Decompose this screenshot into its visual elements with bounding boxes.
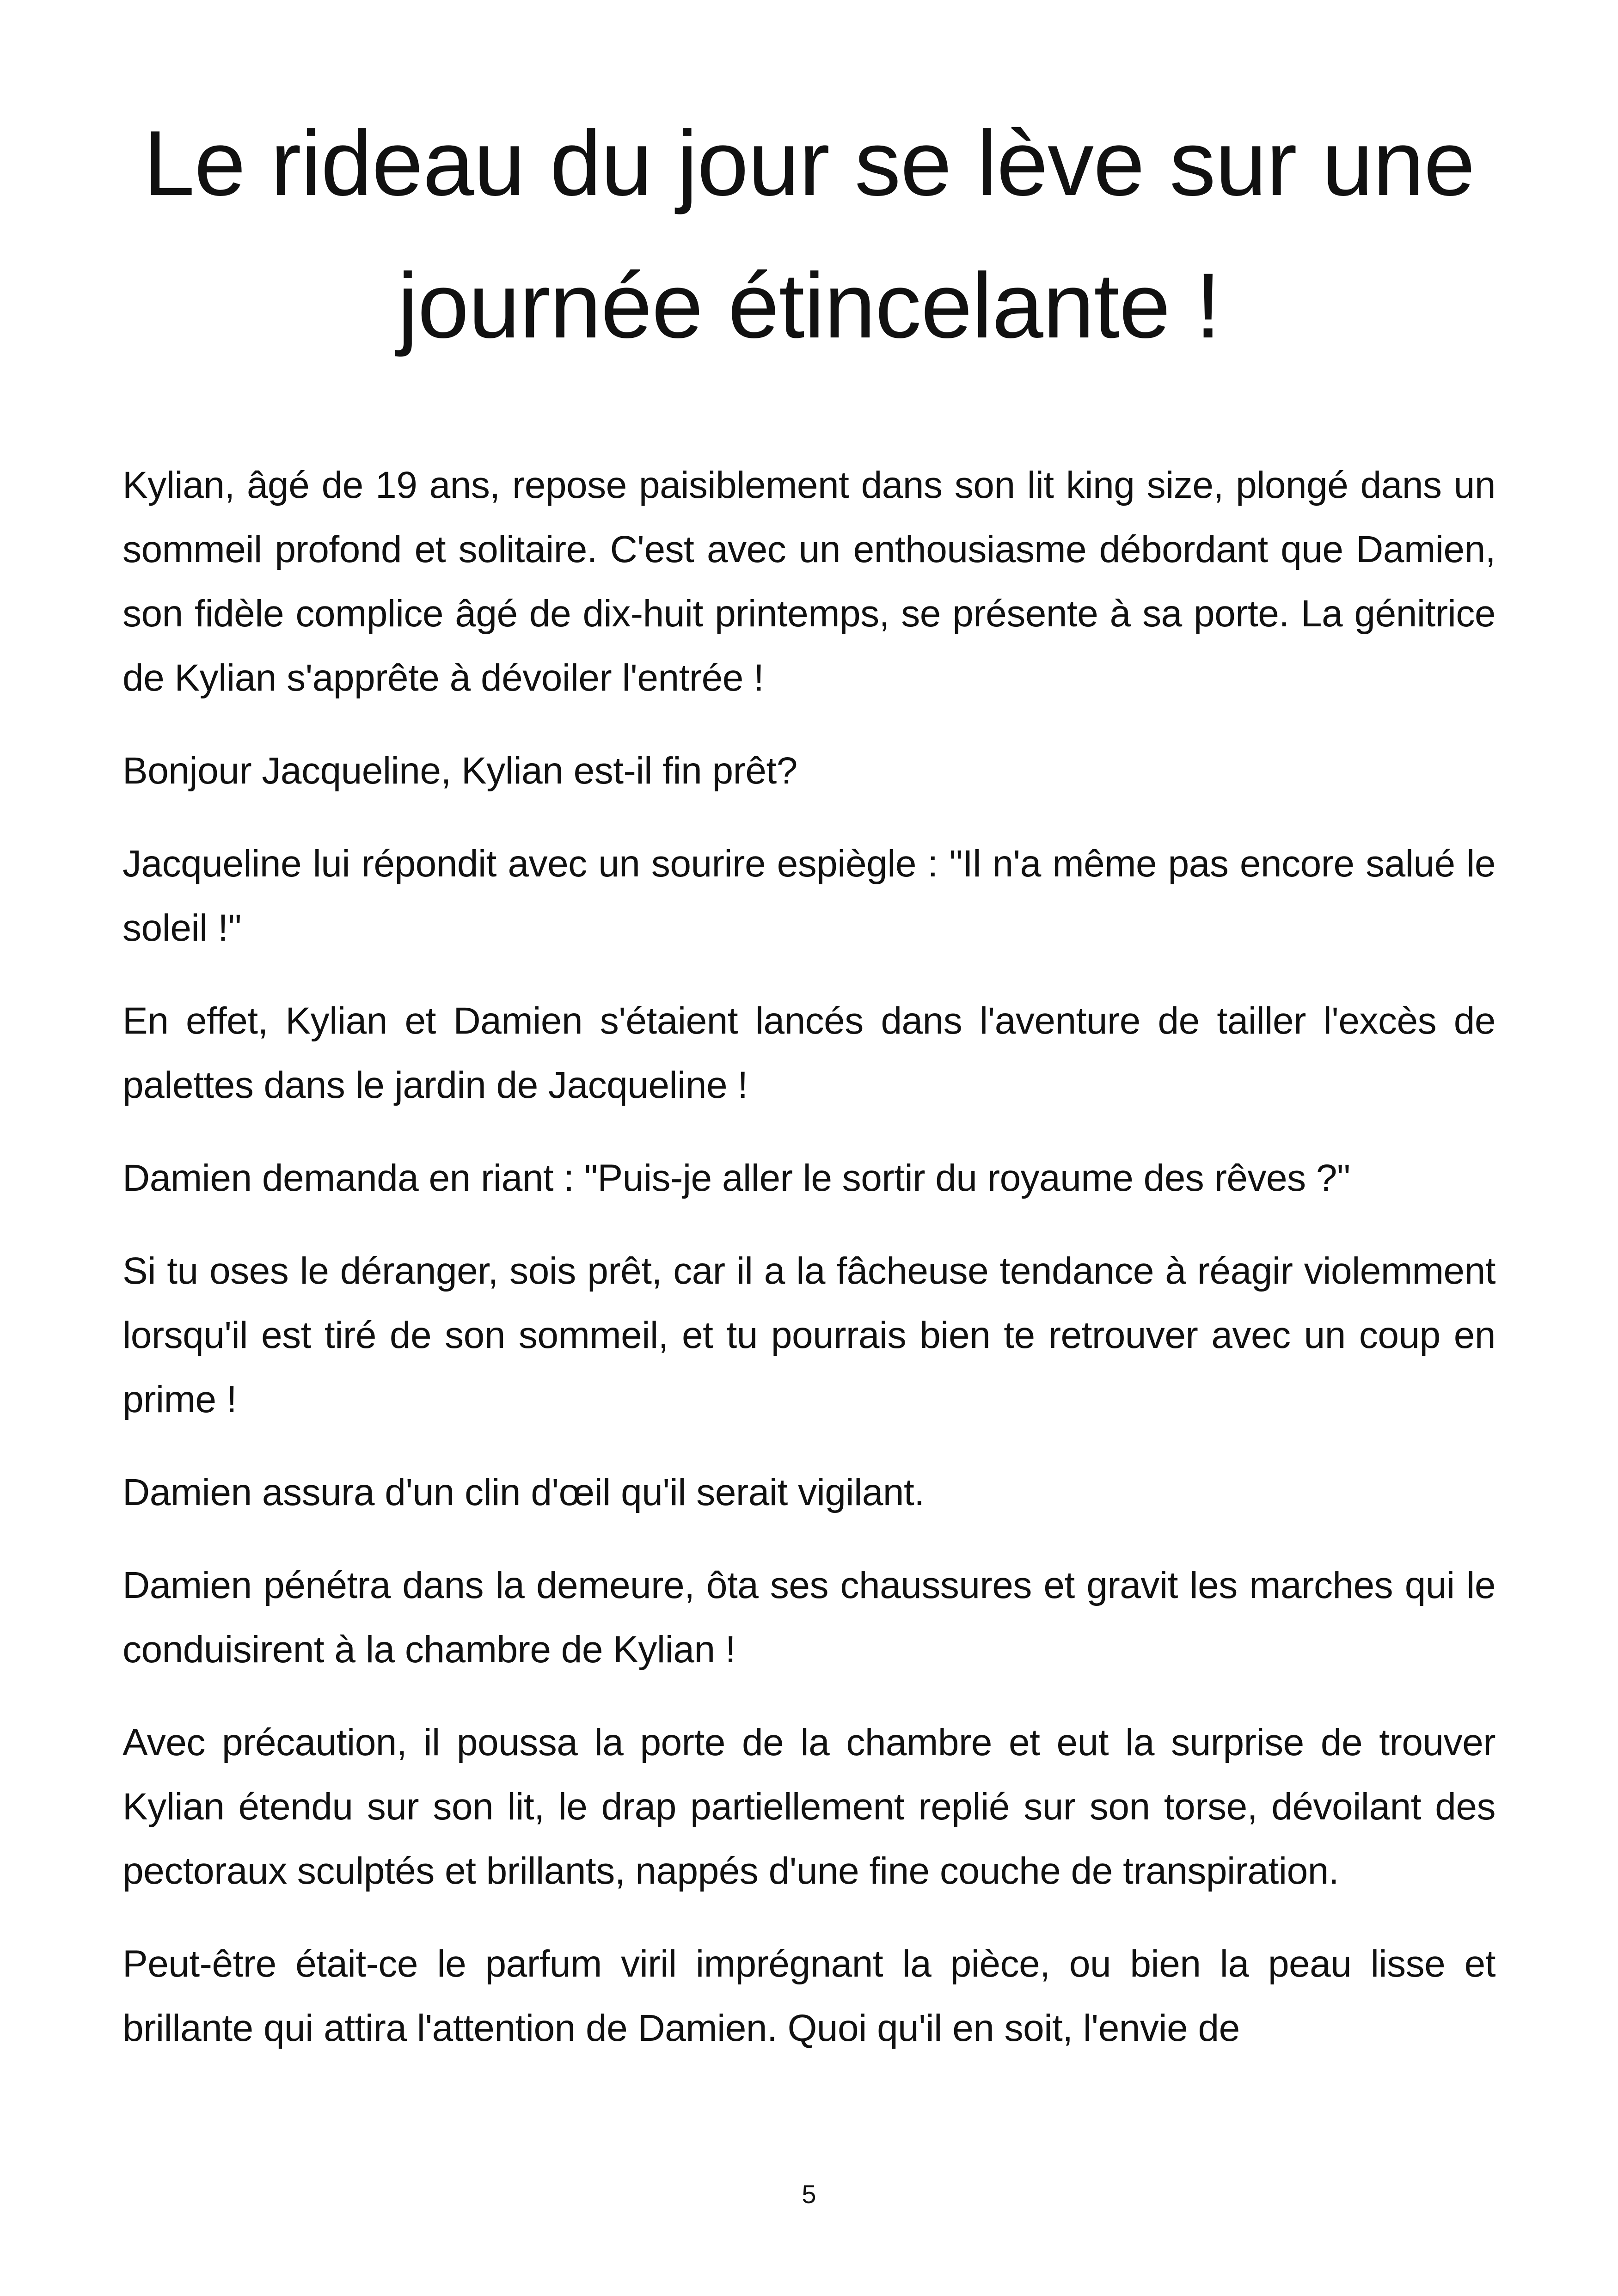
paragraph: Damien assura d'un clin d'œil qu'il serait vigilant. bbox=[123, 1471, 925, 1513]
paragraph: Peut-être était-ce le parfum viril imprégnant la pièce, ou bien la peau lisse et brillante qui attira l'attention de Damien. Quoi qu'il en soit, l'envie de bbox=[123, 1943, 1495, 2049]
paragraph: Damien demanda en riant : "Puis-je aller le sortir du royaume des rêves ?" bbox=[123, 1157, 1350, 1199]
paragraph: Si tu oses le déranger, sois prêt, car il a la fâcheuse tendance à réagir violemment lorsqu'il est tiré de son sommeil, et tu pourrais bien te retrouver avec un coup en prime ! bbox=[123, 1250, 1495, 1420]
paragraph: Kylian, âgé de 19 ans, repose paisiblement dans son lit king size, plongé dans un sommeil profond et solitaire. C'est avec un enthousiasme débordant que Damien, son fidèle complice âgé de dix-huit printemps, se présente à sa porte. La génitrice de Kylian s'apprête à dévoiler l'entrée ! bbox=[123, 464, 1495, 699]
chapter-title: Le rideau du jour se lève sur une journée étincelante ! bbox=[143, 112, 1475, 357]
paragraph: En effet, Kylian et Damien s'étaient lancés dans l'aventure de tailler l'excès de palettes dans le jardin de Jacqueline ! bbox=[123, 1000, 1495, 1106]
paragraph: Jacqueline lui répondit avec un sourire espiègle : "Il n'a même pas encore salué le soleil !" bbox=[123, 843, 1495, 949]
chapter-body bbox=[123, 453, 1495, 2089]
page-number: 5 bbox=[802, 2180, 816, 2209]
paragraph: Damien pénétra dans la demeure, ôta ses chaussures et gravit les marches qui le conduisirent à la chambre de Kylian ! bbox=[123, 1564, 1495, 1671]
paragraph: Bonjour Jacqueline, Kylian est-il fin prêt? bbox=[123, 750, 797, 792]
paragraph: Avec précaution, il poussa la porte de la chambre et eut la surprise de trouver Kylian étendu sur son lit, le drap partiellement replié sur son torse, dévoilant des pectoraux sculptés et brillants, nappés d'une fine couche de transpiration. bbox=[123, 1721, 1495, 1892]
